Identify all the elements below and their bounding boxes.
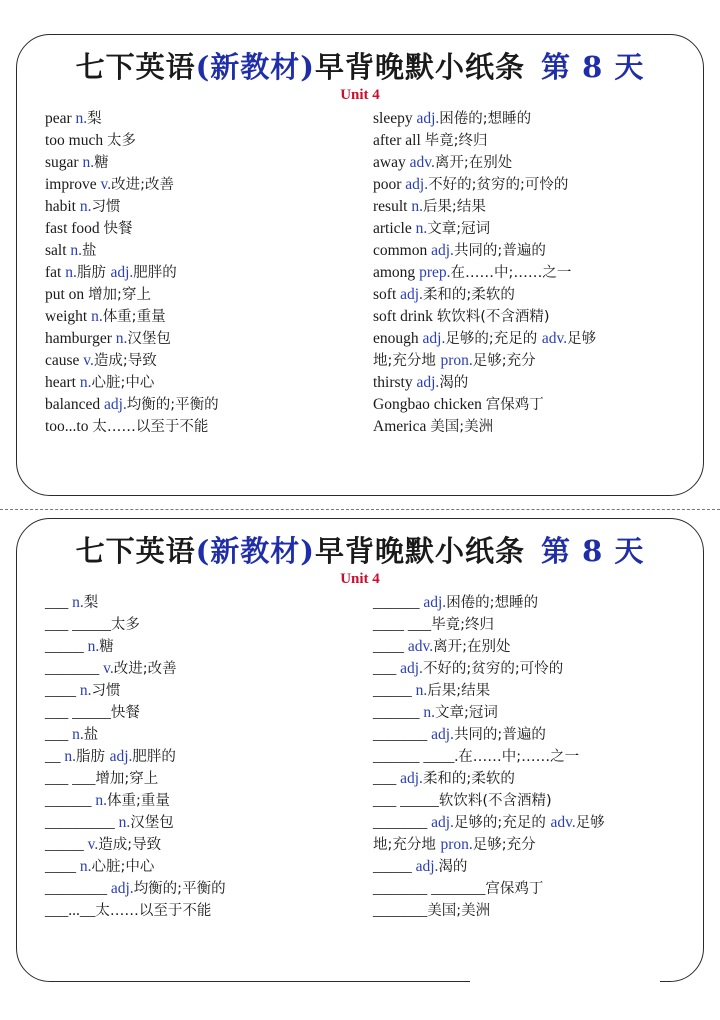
vocab-row [373,834,699,856]
meaning-zh: 太多 [110,617,140,633]
meaning-zh: 在……中;……之一 [458,749,580,765]
meaning-zh: 软饮料(不含酒精) [438,793,552,809]
meaning-zh: 习惯 [91,199,121,215]
vocab-row [373,174,699,196]
part-of-speech: n. [115,330,128,347]
meaning-zh: 增加;穿上 [95,771,159,787]
meaning-zh: 习惯 [91,683,121,699]
part-of-speech: n. [75,110,88,127]
vocab-row [373,394,699,416]
vocab-column-right [373,108,699,438]
title-edition: (新教材) [195,50,316,84]
part-of-speech: n. [79,374,92,391]
part-of-speech: adj. [400,770,423,787]
meaning-zh: 改进;改善 [113,661,177,677]
word-en: ___ [373,770,401,787]
word-en: _______ [373,814,432,831]
part-of-speech: n. [79,682,92,699]
part-of-speech: adj. [405,176,429,193]
meaning-zh: 不好的;贫穷的;可怜的 [428,177,569,193]
meaning-zh: 糖 [99,639,114,655]
vocab-row [45,394,365,416]
vocab-row [45,746,365,768]
meaning-zh: 渴的 [439,375,469,391]
word-en: America [373,418,431,435]
word-en: poor [373,176,406,193]
vocab-row [45,636,365,658]
meaning-zh: 后果;结果 [427,683,491,699]
part-of-speech: n. [411,198,423,215]
vocab-row [373,196,699,218]
word-en: thirsty [373,374,417,391]
dictation-column-left [45,592,365,922]
border-gap [470,979,660,985]
word-en: _____ [45,836,88,853]
part-of-speech: n. [70,242,83,259]
part-of-speech: adj. [400,660,423,677]
meaning-zh: 后果;结果 [422,199,486,215]
meaning-zh: 足够;充分 [472,837,536,853]
vocab-row [45,680,365,702]
part-of-speech: adj. [416,110,440,127]
vocab-row [45,768,365,790]
word-en: ______ ____. [373,748,459,765]
word-en: _________ [45,814,119,831]
title-grade: 七下英语 [75,534,196,568]
vocab-row [373,680,699,702]
vocab-row [45,790,365,812]
vocab-row [373,614,699,636]
meaning-zh: 汉堡包 [130,815,174,831]
part-of-speech: n. [79,858,92,875]
part-of-speech: n. [95,792,107,809]
word-en: weight [45,308,92,325]
vocab-row [373,306,699,328]
vocab-row [373,240,699,262]
word-en: too...to [45,418,93,435]
vocab-row [373,900,699,922]
vocab-row [45,592,365,614]
word-en: put on [45,286,89,303]
vocab-row [45,152,365,174]
word-en: ______ [373,594,424,611]
meaning-zh: 不好的;贫穷的;可怜的 [422,661,564,677]
word-en: Gongbao chicken [373,396,486,413]
title-day: 第 8 天 [541,534,645,568]
meaning-zh: 困倦的;想睡的 [439,111,532,127]
meaning-zh: 美国;美洲 [427,903,491,919]
vocab-row [373,878,699,900]
part-of-speech: n. [91,308,103,325]
meaning-zh: 肥胖的 [132,749,176,765]
part-of-speech: adj. [422,330,446,347]
meaning-zh: 太……以至于不能 [92,419,209,435]
meaning-zh: 造成;导致 [98,837,162,853]
meaning-zh: 地;充分地 [373,353,441,369]
vocab-row [373,152,699,174]
word-en: result [373,198,412,215]
part-of-speech: n. [423,704,435,721]
vocab-row [45,240,365,262]
meaning-zh: 梨 [87,111,102,127]
meaning-zh: 美国;美洲 [430,419,494,435]
word-en: cause [45,352,84,369]
part-of-speech: prep. [419,264,451,281]
vocab-row [373,372,699,394]
word-en: improve [45,176,101,193]
meaning-zh: 体重;重量 [102,309,166,325]
vocab-row [45,856,365,878]
vocab-row [45,218,365,240]
meaning-zh: 柔和的;柔软的 [422,287,515,303]
word-en: ______ [45,792,96,809]
meaning-zh: 渴的 [438,859,468,875]
word-en: ____ [45,858,80,875]
vocab-row [45,174,365,196]
vocab-row [45,900,365,922]
vocab-row [45,306,365,328]
word-en: ___ _____ [45,616,111,633]
word-en: ____ [45,682,80,699]
part-of-speech: n. [415,682,428,699]
card-title [17,45,703,86]
vocab-row [45,878,365,900]
word-en: ___ [373,660,401,677]
word-en: ___ ___ [45,770,96,787]
vocab-row [45,196,365,218]
meaning-zh: 体重;重量 [107,793,170,809]
part-of-speech: adv. [550,814,576,831]
part-of-speech: v. [87,836,99,853]
vocab-row [45,328,365,350]
meaning-zh: 盐 [83,727,99,743]
part-of-speech: adj. [415,858,439,875]
vocab-row [373,416,699,438]
vocab-row [373,812,699,834]
word-en: sleepy [373,110,417,127]
word-en: sugar [45,154,83,171]
word-en: enough [373,330,423,347]
word-en: ______ [373,704,424,721]
word-en: among [373,264,420,281]
word-en: ____ [373,638,408,655]
part-of-speech: adj. [110,880,134,897]
vocab-row [45,350,365,372]
vocab-row [373,592,699,614]
word-en: balanced [45,396,104,413]
meaning-zh: 盐 [82,243,97,259]
title-subject: 早背晚默小纸条 [315,534,526,568]
meaning-zh: 文章;冠词 [427,221,491,237]
dictation-column-right [373,592,699,922]
vocab-row [373,108,699,130]
word-en: _____ [45,638,88,655]
vocab-row [373,218,699,240]
part-of-speech: v. [83,352,94,369]
meaning-zh: 足够 [575,815,605,831]
word-en: ____ ___ [373,616,432,633]
meaning-zh: 足够;充分 [472,353,536,369]
meaning-zh: 增加;穿上 [88,287,151,303]
part-of-speech: adj. [103,396,127,413]
vocab-row [45,284,365,306]
vocab-row [373,262,699,284]
meaning-zh: 心脏;中心 [91,859,155,875]
vocab-row [373,284,699,306]
word-en: ___ _____ [373,792,439,809]
meaning-zh: 地;充分地 [373,837,441,853]
word-en: _______ [373,902,428,919]
part-of-speech: n. [72,594,84,611]
vocab-row [373,746,699,768]
meaning-zh: 在……中;……之一 [450,265,572,281]
word-en: fast food [45,220,104,237]
meaning-zh: 足够 [567,331,597,347]
part-of-speech: n. [87,638,100,655]
meaning-zh: 汉堡包 [127,331,171,347]
card-title [17,529,703,570]
part-of-speech: adv. [409,154,435,171]
part-of-speech: adj. [416,374,440,391]
meaning-zh: 太多 [107,133,136,149]
vocab-card-dictation [16,518,704,982]
vocab-row [373,130,699,152]
meaning-zh: 宫保鸡丁 [485,397,544,413]
part-of-speech: adv. [541,330,568,347]
meaning-zh: 毕竟;终归 [424,133,488,149]
part-of-speech: adj. [431,726,454,743]
meaning-zh: 均衡的;平衡的 [126,397,219,413]
vocab-row [373,658,699,680]
word-en: ___...__ [45,902,96,919]
meaning-zh: 足够的;充足的 [453,815,551,831]
meaning-zh: 快餐 [103,221,133,237]
word-en: away [373,154,410,171]
vocab-row [45,262,365,284]
word-en: heart [45,374,80,391]
meaning-zh: 宫保鸡丁 [485,881,544,897]
cut-line [0,509,720,510]
part-of-speech: adv. [407,638,434,655]
word-en: salt [45,242,71,259]
meaning-zh: 困倦的;想睡的 [446,595,539,611]
vocab-row [373,702,699,724]
word-en: ________ [45,880,111,897]
word-en: fat [45,264,66,281]
vocab-row [373,328,699,350]
meaning-zh: 柔和的;柔软的 [422,771,515,787]
vocab-row [45,812,365,834]
part-of-speech: n. [72,726,84,743]
meaning-zh: 糖 [94,155,109,171]
word-en: habit [45,198,80,215]
word-en: hamburger [45,330,116,347]
meaning-zh: 脂肪 [76,749,110,765]
vocab-row [45,108,365,130]
word-en: soft [373,286,401,303]
part-of-speech: n. [82,154,95,171]
title-edition: (新教材) [195,534,316,568]
part-of-speech: n. [65,264,77,281]
vocab-row [45,614,365,636]
meaning-zh: 肥胖的 [133,265,177,281]
title-subject: 早背晚默小纸条 [315,50,526,84]
part-of-speech: v. [100,176,112,193]
word-en: ___ [45,726,73,743]
meaning-zh: 梨 [83,595,99,611]
part-of-speech: n. [64,748,76,765]
meaning-zh: 太……以至于不能 [95,903,212,919]
part-of-speech: adj. [110,264,134,281]
word-en: article [373,220,416,237]
part-of-speech: adj. [400,286,423,303]
part-of-speech: v. [103,660,114,677]
word-en: _______ [45,660,104,677]
vocab-row [373,790,699,812]
vocab-row [45,834,365,856]
part-of-speech: pron. [440,836,473,853]
part-of-speech: adj. [431,242,454,259]
vocab-row [45,416,365,438]
part-of-speech: adj. [423,594,447,611]
vocab-row [45,658,365,680]
vocab-card-reference [16,34,704,496]
part-of-speech: n. [415,220,428,237]
meaning-zh: 脂肪 [76,265,111,281]
meaning-zh: 毕竟;终归 [431,617,495,633]
meaning-zh: 文章;冠词 [435,705,498,721]
vocab-row [45,724,365,746]
title-grade: 七下英语 [75,50,196,84]
vocab-column-left [45,108,365,438]
word-en: pear [45,110,76,127]
meaning-zh: 心脏;中心 [91,375,155,391]
word-en: too much [45,132,107,149]
meaning-zh: 足够的;充足的 [445,331,542,347]
unit-label: Unit 4 [340,571,380,587]
word-en: after all [373,132,425,149]
meaning-zh: 造成;导致 [93,353,157,369]
vocab-row [45,702,365,724]
meaning-zh: 共同的;普遍的 [453,243,546,259]
meaning-zh: 离开;在别处 [434,155,513,171]
vocab-row [373,768,699,790]
vocab-row [373,724,699,746]
part-of-speech: pron. [440,352,473,369]
meaning-zh: 快餐 [110,705,140,721]
vocab-row [373,856,699,878]
meaning-zh: 改进;改善 [111,177,175,193]
unit-label: Unit 4 [340,87,380,103]
meaning-zh: 共同的;普遍的 [453,727,546,743]
vocab-row [373,636,699,658]
word-en: _____ [373,682,416,699]
title-day: 第 8 天 [541,50,645,84]
meaning-zh: 均衡的;平衡的 [133,881,226,897]
part-of-speech: adj. [431,814,454,831]
vocab-row [45,372,365,394]
meaning-zh: 软饮料(不含酒精) [436,309,550,325]
word-en: _______ [373,726,432,743]
word-en: _____ [373,858,416,875]
word-en: ___ _____ [45,704,111,721]
part-of-speech: n. [79,198,92,215]
vocab-row [45,130,365,152]
part-of-speech: adj. [109,748,133,765]
vocab-row [373,350,699,372]
word-en: __ [45,748,65,765]
word-en: soft drink [373,308,437,325]
word-en: _______ _______ [373,880,486,897]
word-en: common [373,242,432,259]
meaning-zh: 离开;在别处 [433,639,511,655]
part-of-speech: n. [118,814,131,831]
word-en: ___ [45,594,73,611]
